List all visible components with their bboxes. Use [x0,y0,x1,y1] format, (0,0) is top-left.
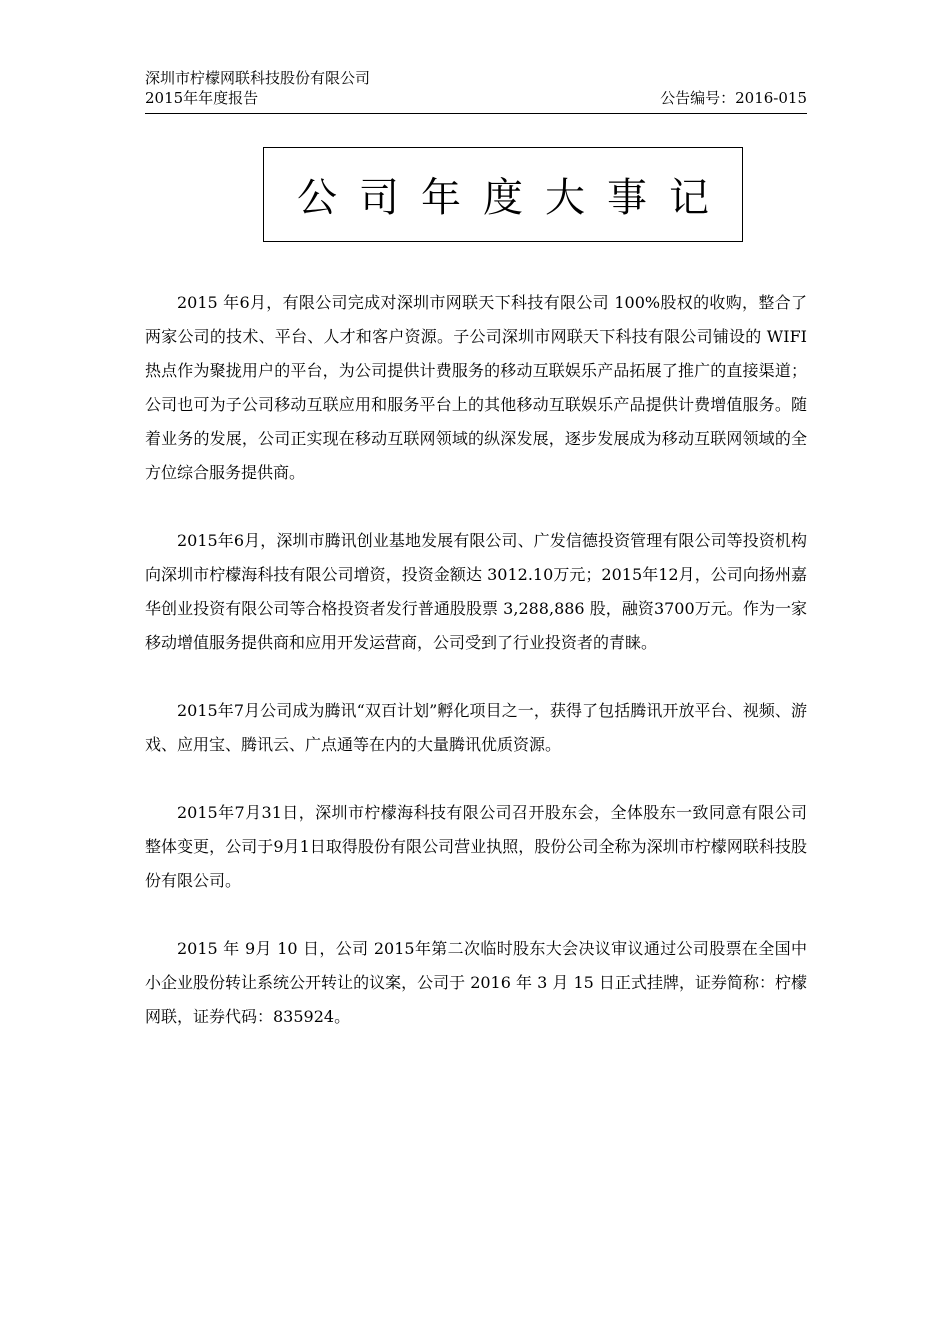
paragraph-5: 2015 年 9月 10 日，公司 2015年第二次临时股东大会决议审议通过公司股票在全国中小企业股份转让系统公开转让的议案，公司于 2016 年 3 月 15 日正式挂牌，证券简称：柠檬网联，证券代码：835924。 [145,939,807,1026]
header-row [145,88,807,108]
header-company: 深圳市柠檬网联科技股份有限公司 [145,69,371,87]
header-divider [145,113,807,114]
paragraph-2: 2015年6月，深圳市腾讯创业基地发展有限公司、广发信德投资管理有限公司等投资机构向深圳市柠檬海科技有限公司增资，投资金额达 3012.10万元；2015年12月，公司向扬州嘉华创业投资有限公司等合格投资者发行普通股股票 3,288,886 股，融资3700万元。作为一家移动增值服务提供商和应用开发运营商，公司受到了行业投资者的青睐。 [145,531,807,652]
paragraph-3: 2015年7月公司成为腾讯“双百计划”孵化项目之一，获得了包括腾讯开放平台、视频、游戏、应用宝、腾讯云、广点通等在内的大量腾讯优质资源。 [145,701,807,754]
header-report-title: 2015年年度报告 [145,89,259,107]
paragraph-1: 2015 年6月，有限公司完成对深圳市网联天下科技有限公司 100%股权的收购，整合了两家公司的技术、平台、人才和客户资源。子公司深圳市网联天下科技有限公司铺设的 WIFI 热点作为聚拢用户的平台，为公司提供计费服务的移动互联娱乐产品拓展了推广的直接渠道；公司也可为子公司移动互联应用和服务平台上的其他移动互联娱乐产品提供计费增值服务。随着业务的发展，公司正实现在移动互联网领域的纵深发展，逐步发展成为移动互联网领域的全方位综合服务提供商。 [145,293,807,482]
header-notice-number: 公告编号：2016-015 [660,89,807,107]
section-title: 公司年度大事记 [263,147,743,242]
paragraph-4: 2015年7月31日，深圳市柠檬海科技有限公司召开股东会，全体股东一致同意有限公司整体变更，公司于9月1日取得股份有限公司营业执照，股份公司全称为深圳市柠檬网联科技股份有限公司。 [145,803,807,890]
document-body [145,286,807,1068]
page-header [145,68,807,108]
